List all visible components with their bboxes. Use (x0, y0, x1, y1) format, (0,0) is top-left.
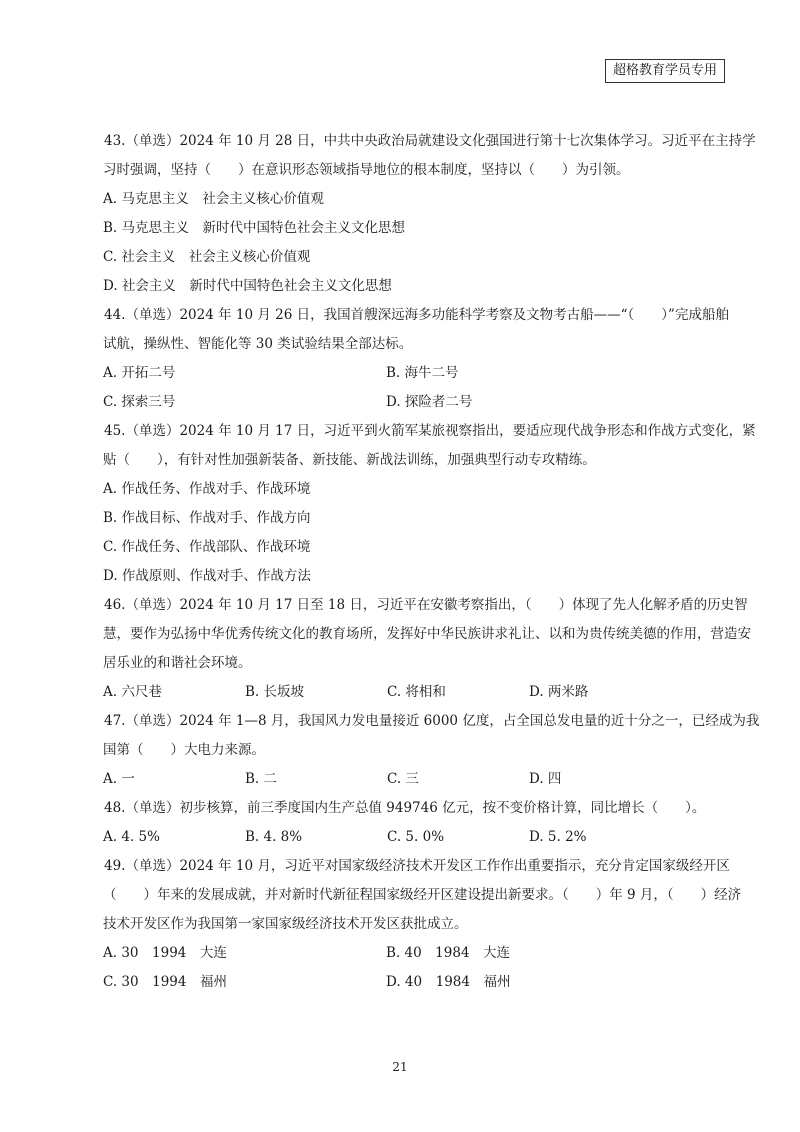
option-d: D. 5. 2% (529, 829, 587, 845)
header-label: 超格教育学员专用 (605, 59, 725, 83)
question-43 (103, 127, 756, 301)
option-a: A. 作战任务、作战对手、作战环境 (103, 481, 311, 497)
option-d: D. 探险者二号 (386, 394, 473, 410)
question-text-line: 44.（单选）2024 年 10 月 26 日，我国首艘深远海多功能科学考察及文物考古船——“（ ）”完成船舶 (104, 307, 729, 323)
question-text-line: 技术开发区作为我国第一家国家级经济技术开发区获批成立。 (103, 916, 468, 932)
option-a: A. 30 1994 大连 (103, 945, 227, 961)
option-c: C. 作战任务、作战部队、作战环境 (103, 539, 311, 555)
option-b: B. 40 1984 大连 (386, 945, 511, 961)
question-49 (103, 852, 742, 997)
question-text-line: 47.（单选）2024 年 1—8 月，我国风力发电量接近 6000 亿度，占全国总发电量的近十分之一，已经成为我 (104, 713, 760, 729)
question-47 (103, 707, 760, 794)
question-list (103, 127, 760, 997)
option-b: B. 4. 8% (245, 829, 303, 845)
question-text-line: 试航，操纵性、智能化等 30 类试验结果全部达标。 (103, 336, 413, 352)
question-48 (103, 794, 725, 852)
option-c: C. 探索三号 (103, 394, 176, 410)
option-b: B. 海牛二号 (386, 365, 459, 381)
question-text-line: 46.（单选）2024 年 10 月 17 日至 18 日，习近平在安徽考察指出，（ ）体现了先人化解矛盾的历史智 (104, 597, 748, 613)
question-text-line: 习时强调，坚持（ ）在意识形态领域指导地位的根本制度，坚持以（ ）为引领。 (103, 162, 630, 178)
question-45 (103, 417, 756, 591)
option-row (103, 388, 725, 417)
option-b: B. 作战目标、作战对手、作战方向 (103, 510, 311, 526)
question-text-line: 49.（单选）2024 年 10 月，习近平对国家级经济技术开发区工作作出重要指示，充分肯定国家级经开区 (104, 858, 730, 874)
option-b: B. 长坂坡 (245, 684, 305, 700)
option-row (103, 678, 725, 707)
option-c: C. 三 (387, 771, 419, 787)
option-a: A. 开拓二号 (103, 365, 176, 381)
option-c: C. 5. 0% (387, 829, 445, 845)
option-row (103, 968, 725, 997)
option-d: D. 作战原则、作战对手、作战方法 (103, 568, 311, 584)
page-number: 21 (392, 1060, 408, 1074)
option-d: D. 四 (529, 771, 562, 787)
option-d: D. 两米路 (529, 684, 589, 700)
option-b: B. 马克思主义 新时代中国特色社会主义文化思想 (103, 220, 406, 236)
question-text-line: 48.（单选）初步核算，前三季度国内生产总值 949746 亿元，按不变价格计算，同比增长（ ）。 (104, 800, 706, 816)
option-a: A. 马克思主义 社会主义核心价值观 (103, 191, 324, 207)
option-row (103, 765, 725, 794)
question-text-line: 居乐业的和谐社会环境。 (103, 655, 252, 671)
question-text-line: 慧，要作为弘扬中华优秀传统文化的教育场所，发挥好中华民族讲求礼让、以和为贵传统美德的作用，营造安 (103, 626, 751, 642)
question-44 (103, 301, 729, 417)
option-c: C. 30 1994 福州 (103, 974, 227, 990)
option-d: D. 40 1984 福州 (386, 974, 511, 990)
option-c: C. 将相和 (387, 684, 446, 700)
question-46 (103, 591, 751, 707)
option-row (103, 823, 725, 852)
option-a: A. 一 (103, 771, 135, 787)
option-c: C. 社会主义 社会主义核心价值观 (103, 249, 311, 265)
option-row (103, 359, 725, 388)
question-text-line: 国第（ ）大电力来源。 (103, 742, 265, 758)
option-b: B. 二 (245, 771, 278, 787)
question-text-line: 贴（ ），有针对性加强新装备、新技能、新战法训练，加强典型行动专攻精练。 (103, 452, 596, 468)
option-a: A. 六尺巷 (103, 684, 162, 700)
option-d: D. 社会主义 新时代中国特色社会主义文化思想 (103, 278, 392, 294)
option-row (103, 939, 725, 968)
question-text-line: （ ）年来的发展成就，并对新时代新征程国家级经开区建设提出新要求。（ ）年 9 月，（ ）经济 (103, 887, 742, 903)
option-a: A. 4. 5% (103, 829, 160, 845)
question-text-line: 43.（单选）2024 年 10 月 28 日，中共中央政治局就建设文化强国进行第十七次集体学习。习近平在主持学 (104, 133, 756, 149)
question-text-line: 45.（单选）2024 年 10 月 17 日，习近平到火箭军某旅视察指出，要适应现代战争形态和作战方式变化，紧 (104, 423, 756, 439)
